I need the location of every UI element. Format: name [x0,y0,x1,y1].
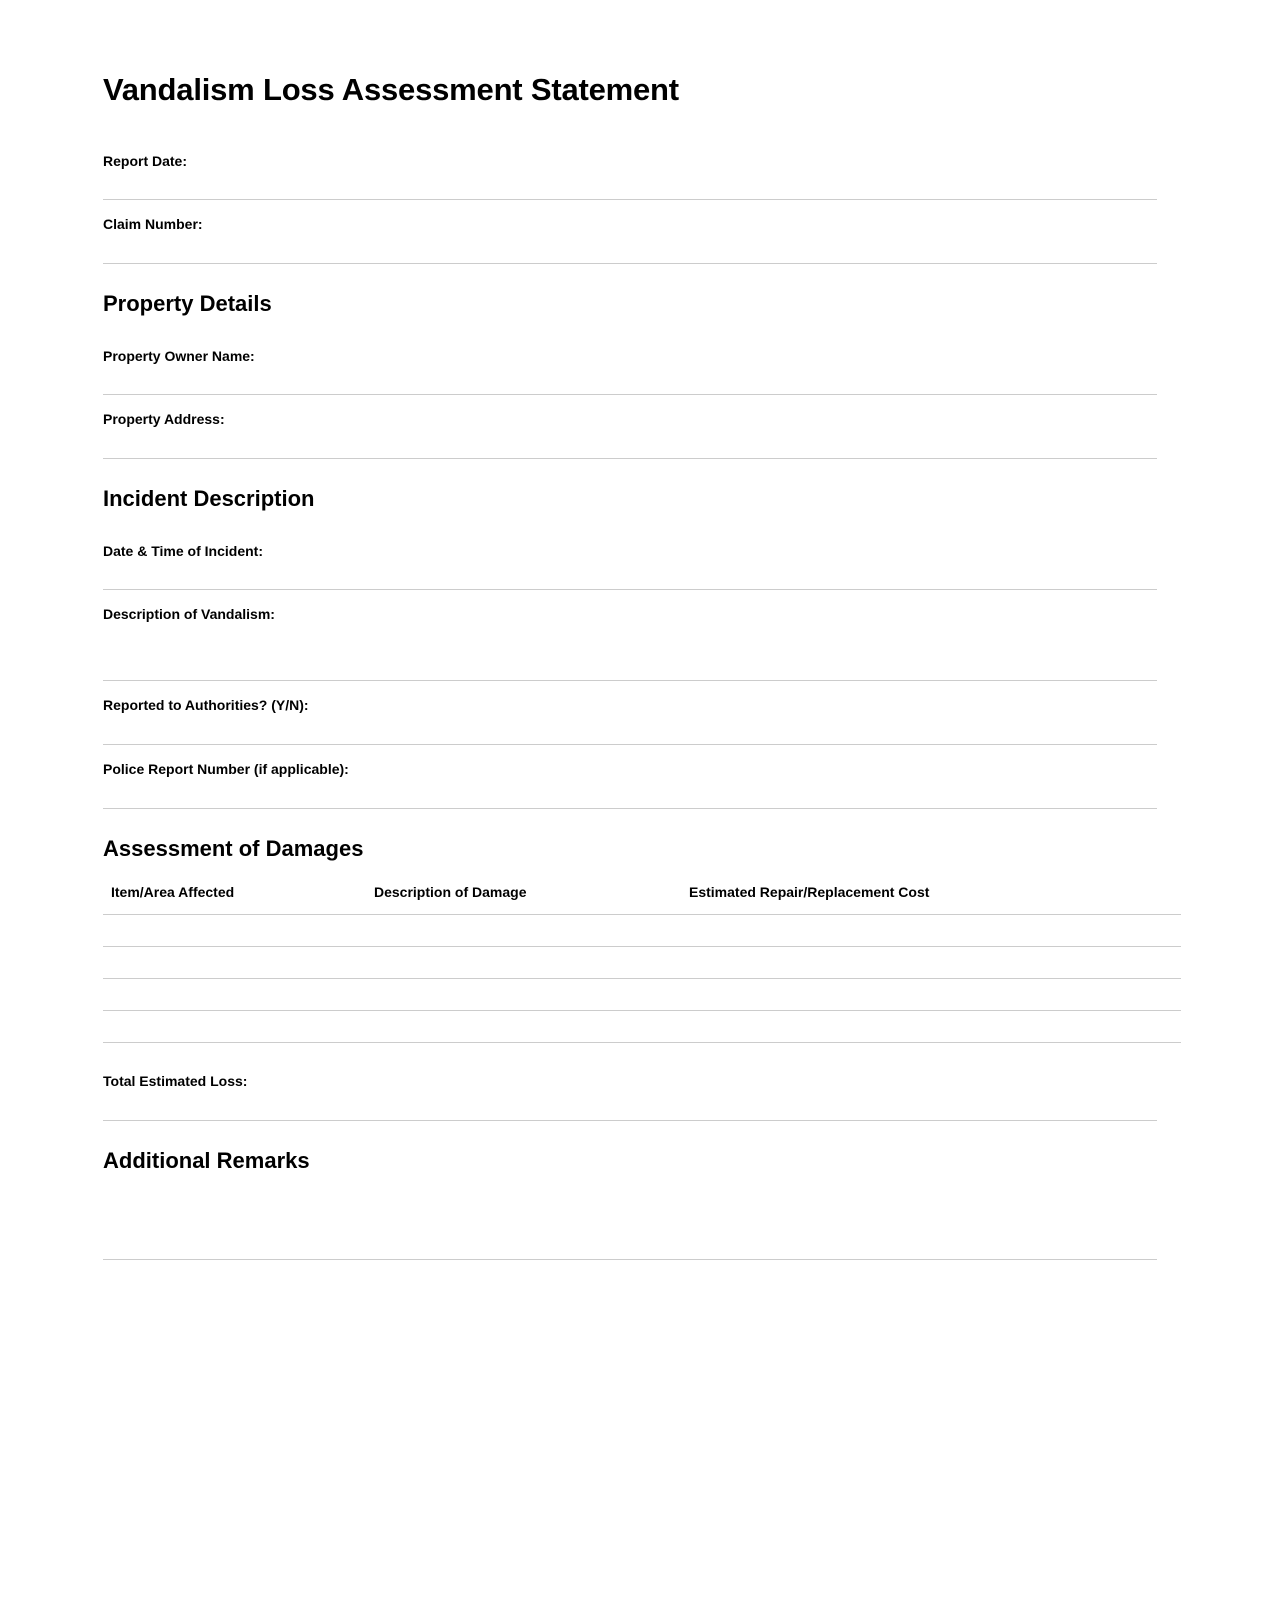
cell-cost[interactable] [681,978,1181,1010]
section-heading-property-details: Property Details [103,291,272,317]
field-label-description-of-vandalism: Description of Vandalism: [103,606,275,623]
column-header-estimated-cost: Estimated Repair/Replacement Cost [689,884,930,901]
field-label-reported-to-authorities: Reported to Authorities? (Y/N): [103,697,309,714]
cell-cost[interactable] [681,1010,1181,1042]
section-heading-additional-remarks: Additional Remarks [103,1147,310,1173]
cell-cost[interactable] [681,946,1181,978]
field-label-report-date: Report Date: [103,152,188,169]
field-description-of-vandalism[interactable] [103,590,1157,681]
field-label-total-estimated-loss: Total Estimated Loss: [103,1072,248,1089]
page-title: Vandalism Loss Assessment Statement [103,72,679,107]
field-property-owner-name[interactable] [103,332,1157,396]
field-reported-to-authorities[interactable] [103,681,1157,745]
field-label-property-owner-name: Property Owner Name: [103,347,255,364]
damages-table [103,876,1181,1043]
field-label-police-report-number: Police Report Number (if applicable): [103,761,349,777]
table-row[interactable] [103,1010,1181,1042]
field-label-date-time-of-incident: Date & Time of Incident: [103,542,263,559]
cell-description[interactable] [366,914,681,946]
cell-description[interactable] [366,978,681,1010]
cell-item-area[interactable] [103,1010,366,1042]
cell-description[interactable] [366,946,681,978]
cell-cost[interactable] [681,914,1181,946]
field-claim-number[interactable] [103,200,1157,264]
cell-description[interactable] [366,1010,681,1042]
field-label-property-address: Property Address: [103,411,225,428]
field-police-report-number[interactable] [103,745,1157,809]
field-total-estimated-loss[interactable] [103,1057,1157,1121]
table-header-row [103,876,1181,914]
cell-item-area[interactable] [103,914,366,946]
field-label-claim-number: Claim Number: [103,216,203,233]
field-property-address[interactable] [103,395,1157,459]
table-row[interactable] [103,946,1181,978]
field-report-date[interactable] [103,137,1157,201]
table-row[interactable] [103,978,1181,1010]
remarks-input-area[interactable] [103,1188,1157,1260]
cell-item-area[interactable] [103,946,366,978]
table-row[interactable] [103,914,1181,946]
section-heading-assessment-of-damages: Assessment of Damages [103,835,364,861]
document-content [103,72,1157,1260]
column-header-description-of-damage: Description of Damage [374,884,527,901]
column-header-item-area-affected: Item/Area Affected [111,884,235,901]
section-heading-incident-description: Incident Description [103,486,315,512]
cell-item-area[interactable] [103,978,366,1010]
field-date-time-of-incident[interactable] [103,527,1157,591]
